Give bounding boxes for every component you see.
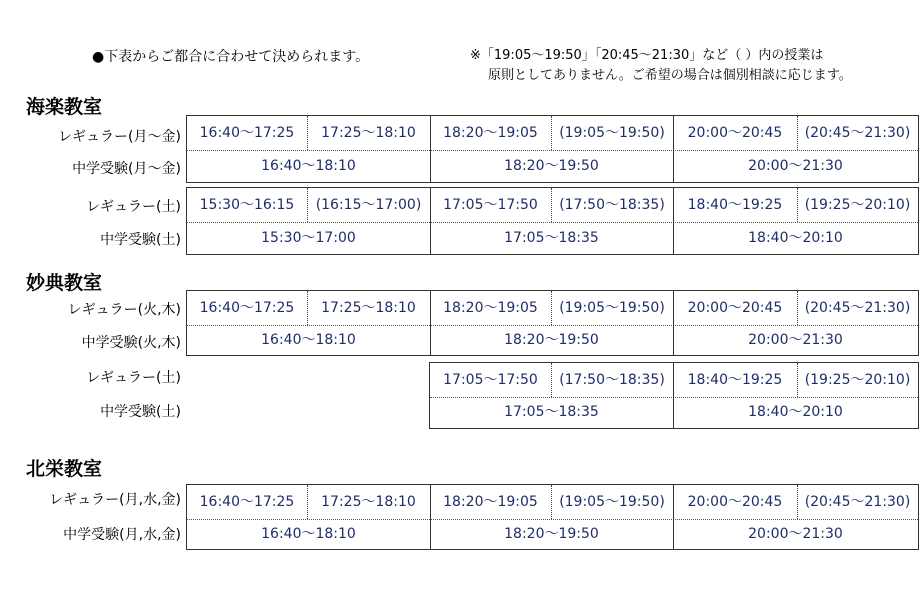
exam-time-cell: 18:20〜19:50 [504,158,599,174]
exam-time-cell: 16:40〜18:10 [261,158,356,174]
row-label-exam: 中学受験(月〜金) [72,161,181,177]
section-title-hokuei: 北栄教室 [26,458,103,480]
schedule-table-myoten-weekday [186,290,919,356]
time-cell: 16:40〜17:25 [199,300,295,316]
time-cell: (16:15〜17:00) [315,197,422,213]
intro-text: ●下表からご都合に合わせて決められます。 [92,49,370,65]
time-cell: 18:40〜19:25 [687,372,783,388]
schedule-table-kaigaku-saturday [186,187,919,255]
exam-time-cell: 18:20〜19:50 [504,526,599,542]
schedule-table-hokuei-weekday [186,484,919,550]
time-cell: (19:05〜19:50) [559,494,665,510]
schedule-table-kaigaku-weekday [186,115,919,183]
time-cell: 16:40〜17:25 [199,494,295,510]
time-cell: 17:05〜17:50 [443,197,538,213]
time-cell: 16:40〜17:25 [199,125,295,141]
time-cell: 20:00〜20:45 [687,300,783,316]
time-cell: 20:00〜20:45 [687,125,783,141]
exam-time-cell: 16:40〜18:10 [261,332,356,348]
note-line-1: ※「19:05〜19:50」「20:45〜21:30」など（ ）内の授業は [470,48,824,63]
time-cell: 18:40〜19:25 [687,197,783,213]
schedule-table-myoten-saturday [429,362,919,429]
time-cell: 18:20〜19:05 [443,494,538,510]
time-cell: (19:25〜20:10) [804,372,911,388]
time-cell: 18:20〜19:05 [443,125,538,141]
row-label-regular: レギュラー(月,水,金) [49,492,181,508]
row-label-exam: 中学受験(土) [100,404,181,420]
time-cell: 17:25〜18:10 [321,494,416,510]
time-cell: (17:50〜18:35) [559,372,665,388]
time-cell: 20:00〜20:45 [687,494,783,510]
time-cell: 15:30〜16:15 [199,197,295,213]
row-label-regular: レギュラー(火,木) [67,302,181,318]
row-label-regular: レギュラー(土) [86,199,181,215]
note-text [470,46,852,86]
row-label-regular: レギュラー(月〜金) [58,129,181,145]
exam-time-cell: 16:40〜18:10 [261,526,356,542]
exam-time-cell: 17:05〜18:35 [504,230,599,246]
exam-time-cell: 15:30〜17:00 [261,230,356,246]
row-label-exam: 中学受験(火,木) [81,335,181,351]
exam-time-cell: 20:00〜21:30 [748,526,843,542]
time-cell: (19:05〜19:50) [559,300,665,316]
time-cell: 17:05〜17:50 [443,372,538,388]
exam-time-cell: 17:05〜18:35 [504,404,599,420]
row-label-regular: レギュラー(土) [86,370,181,386]
exam-time-cell: 18:40〜20:10 [748,404,843,420]
exam-time-cell: 20:00〜21:30 [748,332,843,348]
time-cell: (19:25〜20:10) [804,197,911,213]
exam-time-cell: 18:20〜19:50 [504,332,599,348]
time-cell: (20:45〜21:30) [804,125,911,141]
time-cell: (20:45〜21:30) [804,300,911,316]
section-title-myoten: 妙典教室 [26,272,103,294]
time-cell: 17:25〜18:10 [321,125,416,141]
row-label-exam: 中学受験(月,水,金) [63,527,181,543]
exam-time-cell: 20:00〜21:30 [748,158,843,174]
exam-time-cell: 18:40〜20:10 [748,230,843,246]
time-cell: (20:45〜21:30) [804,494,911,510]
section-title-kaigaku: 海楽教室 [26,96,103,118]
time-cell: (17:50〜18:35) [559,197,665,213]
time-cell: 17:25〜18:10 [321,300,416,316]
time-cell: (19:05〜19:50) [559,125,665,141]
note-line-2: 原則としてありません。ご希望の場合は個別相談に応じます。 [488,68,852,83]
row-label-exam: 中学受験(土) [100,232,181,248]
time-cell: 18:20〜19:05 [443,300,538,316]
